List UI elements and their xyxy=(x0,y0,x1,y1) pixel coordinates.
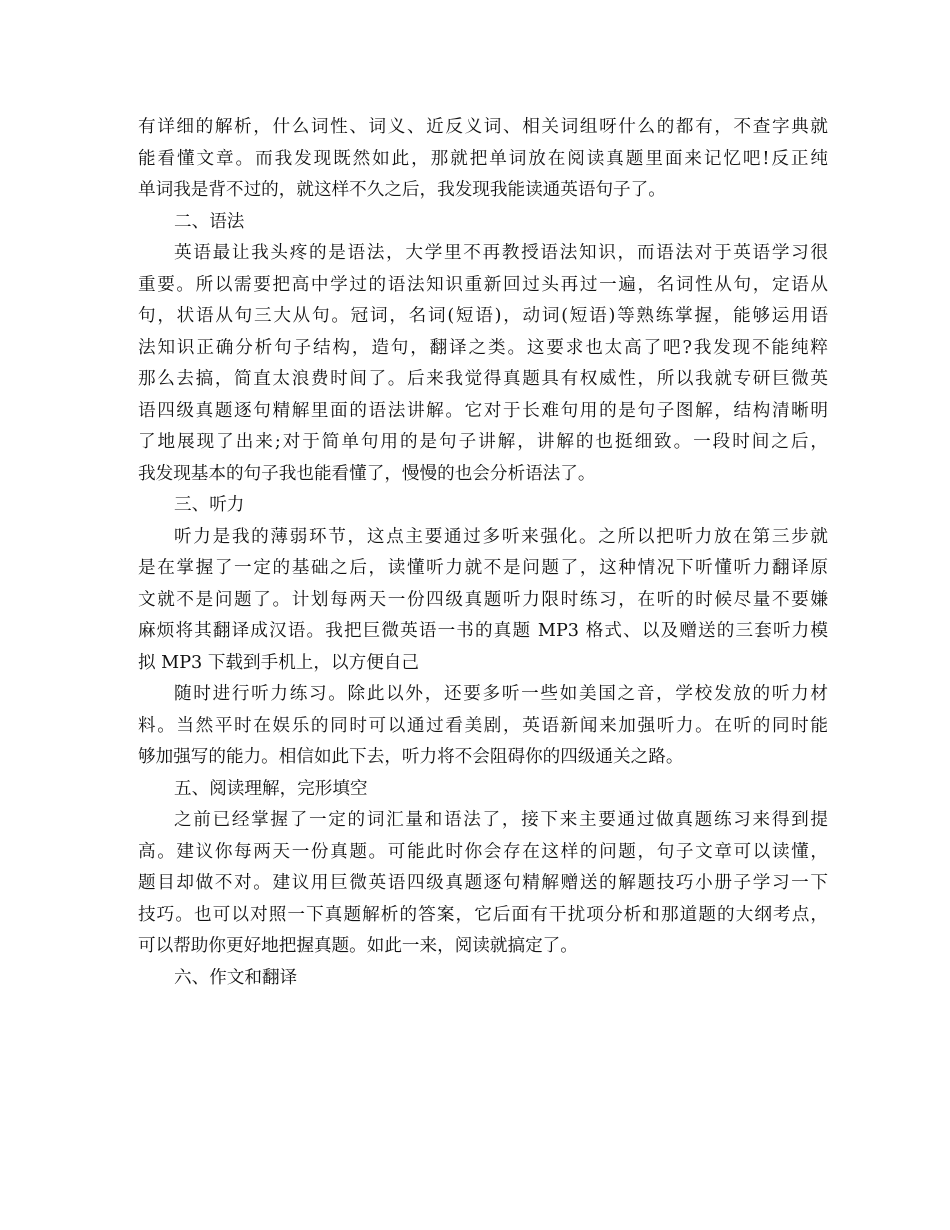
text-line: 语四级真题逐句精解里面的语法讲解。它对于长难句用的是句子图解，结构清晰明 xyxy=(138,400,828,421)
paragraph xyxy=(138,112,828,207)
text-line: 重要。所以需要把高中学过的语法知识重新回过头再过一遍，名词性从句，定语从 xyxy=(138,274,828,295)
text-line: 能看懂文章。而我发现既然如此，那就把单词放在阅读真题里面来记忆吧!反正纯 xyxy=(138,148,828,169)
text-line: 单词我是背不过的，就这样不久之后，我发现我能读通英语句子了。 xyxy=(138,180,666,200)
text-line: 了地展现了出来;对于简单句用的是句子讲解，讲解的也挺细致。一段时间之后， xyxy=(138,432,828,452)
text-line: 有详细的解析，什么词性、词义、近反义词、相关词组呀什么的都有，不查字典就 xyxy=(138,117,828,137)
document-page xyxy=(138,112,828,994)
section-heading: 三、听力 xyxy=(174,495,245,515)
text-line: 料。当然平时在娱乐的同时可以通过看美剧，英语新闻来加强听力。在听的同时能 xyxy=(138,715,828,736)
section-heading: 六、作文和翻译 xyxy=(174,967,298,988)
text-line: 拟 MP3 下载到手机上，以方便自己 xyxy=(138,652,419,673)
paragraph xyxy=(138,238,828,490)
text-line: 英语最让我头疼的是语法，大学里不再教授语法知识，而语法对于英语学习很 xyxy=(174,243,828,263)
text-line: 之前已经掌握了一定的词汇量和语法了，接下来主要通过做真题练习来得到提 xyxy=(174,810,828,830)
text-line: 法知识正确分析句子结构，造句，翻译之类。这要求也太高了吧?我发现不能纯粹 xyxy=(138,337,828,358)
text-line: 高。建议你每两天一份真题。可能此时你会存在这样的问题，句子文章可以读懂， xyxy=(138,841,828,862)
text-line: 文就不是问题了。计划每两天一份四级真题听力限时练习，在听的时候尽量不要嫌 xyxy=(138,589,828,610)
text-line: 那么去搞，简直太浪费时间了。后来我觉得真题具有权威性，所以我就专研巨微英 xyxy=(138,369,828,389)
text-line: 我发现基本的句子我也能看懂了，慢慢的也会分析语法了。 xyxy=(138,463,596,484)
text-line: 够加强写的能力。相信如此下去，听力将不会阻碍你的四级通关之路。 xyxy=(138,747,684,767)
text-line: 可以帮助你更好地把握真题。如此一来，阅读就搞定了。 xyxy=(138,936,578,956)
section-heading: 五、阅读理解，完形填空 xyxy=(174,778,368,799)
section-heading: 二、语法 xyxy=(174,211,245,232)
paragraph xyxy=(138,522,828,680)
paragraph xyxy=(138,805,828,963)
text-line: 是在掌握了一定的基础之后，读懂听力就不是问题了，这种情况下听懂听力翻译原 xyxy=(138,558,828,578)
text-line: 句，状语从句三大从句。冠词，名词(短语)，动词(短语)等熟练掌握，能够运用语 xyxy=(138,306,828,326)
text-line: 题目却做不对。建议用巨微英语四级真题逐句精解赠送的解题技巧小册子学习一下 xyxy=(138,873,828,893)
paragraph xyxy=(138,679,828,774)
text-line: 随时进行听力练习。除此以外，还要多听一些如美国之音，学校发放的听力材 xyxy=(174,684,828,704)
text-line: 技巧。也可以对照一下真题解析的答案，它后面有干扰项分析和那道题的大纲考点， xyxy=(138,904,828,925)
text-line: 麻烦将其翻译成汉语。我把巨微英语一书的真题 MP3 格式、以及赠送的三套听力模 xyxy=(138,621,828,641)
text-line: 听力是我的薄弱环节，这点主要通过多听来强化。之所以把听力放在第三步就 xyxy=(174,526,828,547)
